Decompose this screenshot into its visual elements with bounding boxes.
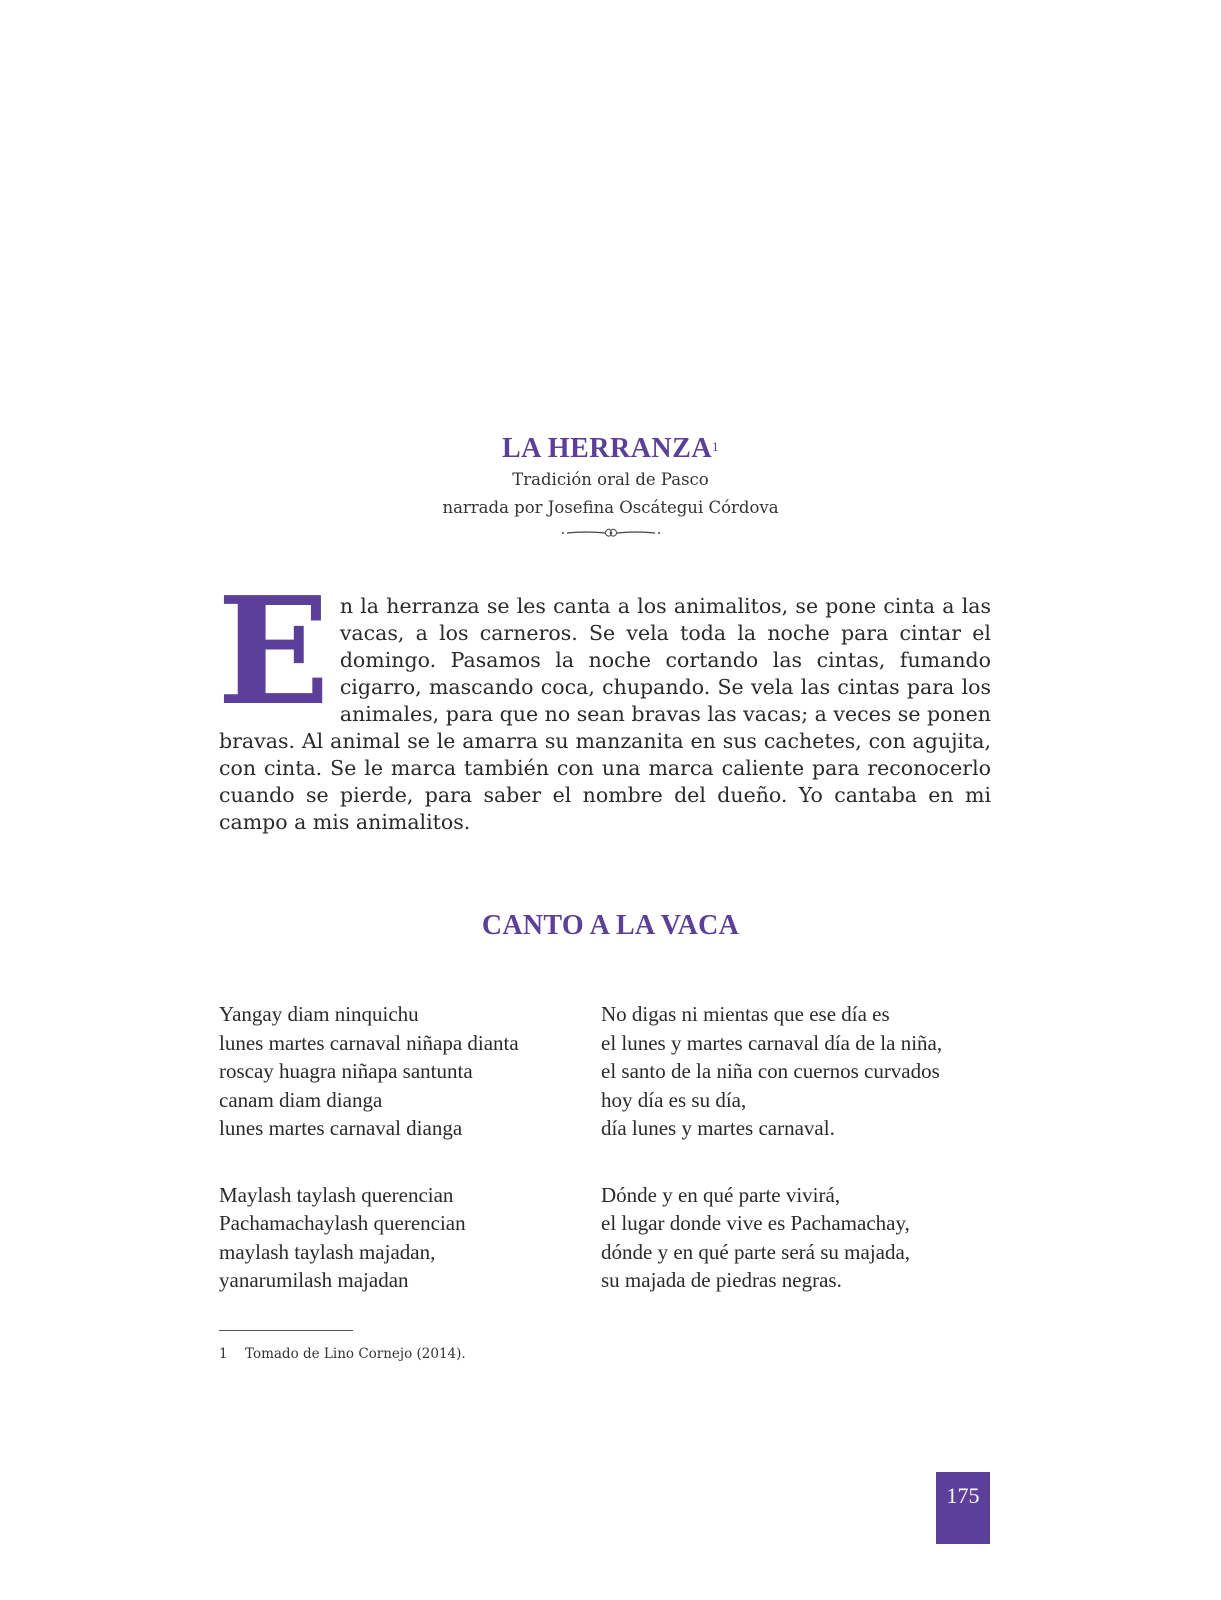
song-original-column [219, 1000, 599, 1333]
footnote-ref[interactable]: 1 [712, 439, 720, 454]
subtitle-narrator: narrada por Josefina Oscátegui Córdova [442, 498, 779, 517]
verse-line: día lunes y martes carnaval. [601, 1116, 835, 1140]
verse-line: Maylash taylash querencian [219, 1182, 454, 1207]
song-translation-column [601, 1000, 981, 1333]
stanza-original-1 [219, 1000, 599, 1143]
verse-line: Pachamachaylash querencian [219, 1211, 466, 1235]
footnote-divider [219, 1330, 353, 1331]
intro-paragraph [217, 564, 991, 836]
verse-line: canam diam dianga [219, 1087, 383, 1112]
verse-line: dónde y en qué parte será su majada, [601, 1239, 911, 1264]
verse-line: lunes martes carnaval dianga [219, 1116, 463, 1140]
flourish-divider-icon [0, 524, 1221, 543]
subtitle-origin: Tradición oral de Pasco [512, 470, 709, 489]
footnote-number: 1 [219, 1346, 228, 1362]
stanza-translation-1 [601, 1000, 981, 1143]
verse-line: No digas ni mientas que ese día es [601, 1002, 890, 1026]
verse-line: el santo de la niña con cuernos curvados [601, 1059, 940, 1083]
page-title [0, 432, 1221, 466]
title-block [0, 432, 1221, 543]
song-title: CANTO A LA VACA [481, 910, 740, 941]
footnote [219, 1346, 466, 1362]
verse-line: maylash taylash majadan, [219, 1239, 436, 1264]
verse-line: roscay huagra niñapa santunta [219, 1059, 473, 1083]
title-text: LA HERRANZA [501, 433, 713, 464]
verse-line: lunes martes carnaval niñapa dianta [219, 1030, 519, 1055]
intro-text: n la herranza se les canta a los animalitos, se pone cinta a las vacas, a los carneros. Se vela toda la noche para cintar el domingo. Pasamos la noche cortando las cintas, fumando cigarro, mascando coca, chupando. Se vela las cintas para los animales, para que no sean bravas las vacas; a veces se ponen bravas. Al animal se le amarra su manzanita en sus cachetes, con agujita, con cinta. Se le marca también con una marca caliente para reconocerlo cuando se pierde, para saber el nombre del dueño. Yo cantaba en mi campo a mis animalitos. [219, 594, 991, 834]
verse-line: su majada de piedras negras. [601, 1268, 842, 1292]
verse-line: Dónde y en qué parte vivirá, [601, 1182, 841, 1207]
verse-line: yanarumilash majadan [219, 1268, 409, 1292]
stanza-original-2 [219, 1181, 599, 1295]
verse-line: Yangay diam ninquichu [219, 1002, 419, 1026]
footnote-text: Tomado de Lino Cornejo (2014). [245, 1346, 466, 1362]
drop-cap: E [217, 564, 330, 738]
verse-line: hoy día es su día, [601, 1087, 747, 1112]
verse-line: el lugar donde vive es Pachamachay, [601, 1211, 910, 1235]
stanza-translation-2 [601, 1181, 981, 1295]
page-number: 175 [936, 1472, 990, 1544]
verse-line: el lunes y martes carnaval día de la niña, [601, 1030, 943, 1055]
